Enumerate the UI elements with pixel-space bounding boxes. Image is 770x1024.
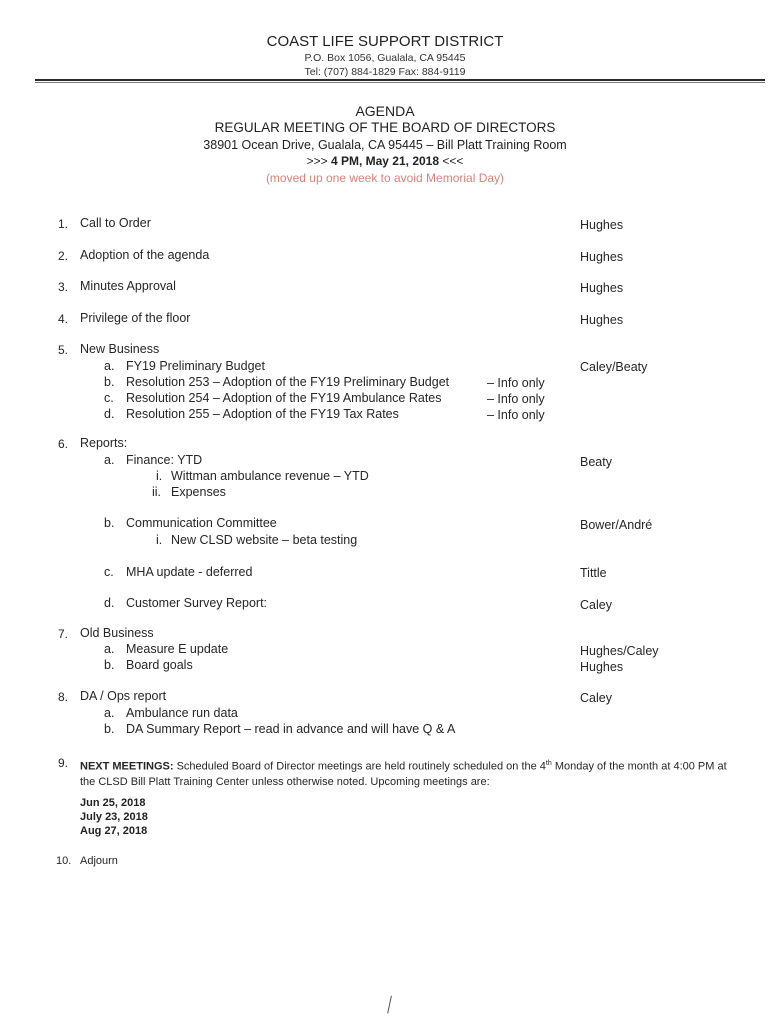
next-meetings-text-1: Scheduled Board of Director meetings are held routinely scheduled on the 4: [173, 760, 546, 773]
item-minutes-approval: Minutes Approval: [80, 279, 176, 293]
item-number: 2.: [58, 249, 69, 263]
item-number: 4.: [58, 312, 69, 326]
meeting-time-prefix: >>>: [306, 154, 331, 168]
page-mark: [387, 996, 396, 1015]
item-call-to-order: Call to Order: [80, 216, 151, 230]
sub-item-letter: b.: [104, 516, 115, 530]
info-only-note: – Info only: [487, 376, 545, 390]
meeting-time-suffix: <<<: [439, 154, 464, 168]
sub-item-resolution-253: Resolution 253 – Adoption of the FY19 Preliminary Budget: [126, 375, 450, 389]
sub-item-letter: a.: [104, 706, 115, 720]
sub-item-customer-survey: Customer Survey Report:: [126, 596, 268, 610]
presenter: Bower/André: [580, 518, 653, 532]
sub-item-board-goals: Board goals: [126, 658, 193, 672]
item-number: 3.: [58, 280, 69, 294]
org-address: P.O. Box 1056, Gualala, CA 95445: [304, 52, 466, 64]
sub-sub-item-roman: i.: [156, 533, 163, 547]
item-adoption-agenda: Adoption of the agenda: [80, 248, 210, 262]
item-number: 8.: [58, 690, 69, 704]
meeting-note: (moved up one week to avoid Memorial Day): [265, 171, 505, 185]
sub-sub-item-wittman: Wittman ambulance revenue – YTD: [171, 469, 369, 483]
org-name: COAST LIFE SUPPORT DISTRICT: [266, 33, 504, 50]
sub-item-resolution-254: Resolution 254 – Adoption of the FY19 Ambulance Rates: [126, 391, 442, 405]
sub-item-letter: d.: [104, 596, 115, 610]
sub-item-letter: b.: [104, 658, 115, 672]
item-new-business: New Business: [80, 342, 160, 356]
next-meetings-paragraph: [80, 756, 730, 790]
item-adjourn: Adjourn: [80, 855, 118, 867]
info-only-note: – Info only: [487, 408, 545, 422]
meeting-time-value: 4 PM, May 21, 2018: [330, 154, 440, 168]
sub-item-letter: a.: [104, 642, 115, 656]
sub-item-letter: b.: [104, 375, 115, 389]
sub-sub-item-roman: i.: [156, 469, 163, 483]
presenter: Hughes: [580, 250, 624, 264]
sub-item-letter: a.: [104, 453, 115, 467]
meeting-time: [0, 154, 770, 168]
ordinal-suffix: th: [545, 760, 552, 767]
sub-item-letter: a.: [104, 359, 115, 373]
presenter: Hughes/Caley: [580, 644, 659, 658]
meeting-date: July 23, 2018: [80, 811, 148, 823]
presenter: Hughes: [580, 313, 624, 327]
item-number: 9.: [58, 756, 69, 770]
sub-item-mha-update: MHA update - deferred: [126, 565, 253, 579]
sub-item-letter: b.: [104, 722, 115, 736]
header-rule-thin: [35, 82, 765, 83]
header-rule: [35, 79, 765, 81]
sub-item-ambulance-run-data: Ambulance run data: [126, 706, 238, 720]
item-number: 5.: [58, 343, 69, 357]
presenter: Hughes: [580, 281, 624, 295]
org-phone-fax: Tel: (707) 884-1829 Fax: 884-9119: [304, 66, 466, 78]
sub-item-da-summary: DA Summary Report – read in advance and will have Q & A: [126, 722, 456, 736]
presenter: Caley/Beaty: [580, 360, 648, 374]
meeting-date: Aug 27, 2018: [80, 825, 148, 837]
presenter: Caley: [580, 598, 612, 612]
presenter: Tittle: [580, 566, 607, 580]
item-number: 10.: [56, 855, 72, 867]
item-da-ops-report: DA / Ops report: [80, 689, 167, 703]
info-only-note: – Info only: [487, 392, 545, 406]
item-privilege-floor: Privilege of the floor: [80, 311, 191, 325]
next-meetings-text-2: Monday of the month at 4:00 PM at the CLSD Bill Platt Training Center unless otherwise noted. Upcoming meetings are:: [80, 760, 727, 788]
agenda-subtitle: REGULAR MEETING OF THE BOARD OF DIRECTORS: [214, 120, 556, 135]
presenter: Beaty: [580, 455, 612, 469]
item-reports: Reports:: [80, 436, 128, 450]
next-meetings-label: NEXT MEETINGS:: [80, 760, 174, 773]
item-number: 7.: [58, 627, 69, 641]
sub-item-communication: Communication Committee: [126, 516, 277, 530]
sub-item-letter: d.: [104, 407, 115, 421]
presenter: Hughes: [580, 218, 624, 232]
sub-item-resolution-255: Resolution 255 – Adoption of the FY19 Tax Rates: [126, 407, 399, 421]
meeting-date: Jun 25, 2018: [80, 797, 146, 809]
presenter: Hughes: [580, 660, 624, 674]
agenda-title: AGENDA: [355, 103, 415, 119]
sub-sub-item-website: New CLSD website – beta testing: [171, 533, 358, 547]
sub-item-letter: c.: [104, 565, 114, 579]
sub-item-letter: c.: [104, 391, 114, 405]
sub-item-finance: Finance: YTD: [126, 453, 203, 467]
item-old-business: Old Business: [80, 626, 154, 640]
sub-sub-item-expenses: Expenses: [171, 485, 226, 499]
sub-sub-item-roman: ii.: [152, 485, 162, 499]
item-number: 6.: [58, 437, 69, 451]
presenter: Caley: [580, 691, 612, 705]
sub-item-measure-e: Measure E update: [126, 642, 229, 656]
item-number: 1.: [58, 217, 69, 231]
meeting-location: 38901 Ocean Drive, Gualala, CA 95445 – Bill Platt Training Room: [203, 138, 567, 152]
sub-item-fy19-budget: FY19 Preliminary Budget: [126, 359, 265, 373]
